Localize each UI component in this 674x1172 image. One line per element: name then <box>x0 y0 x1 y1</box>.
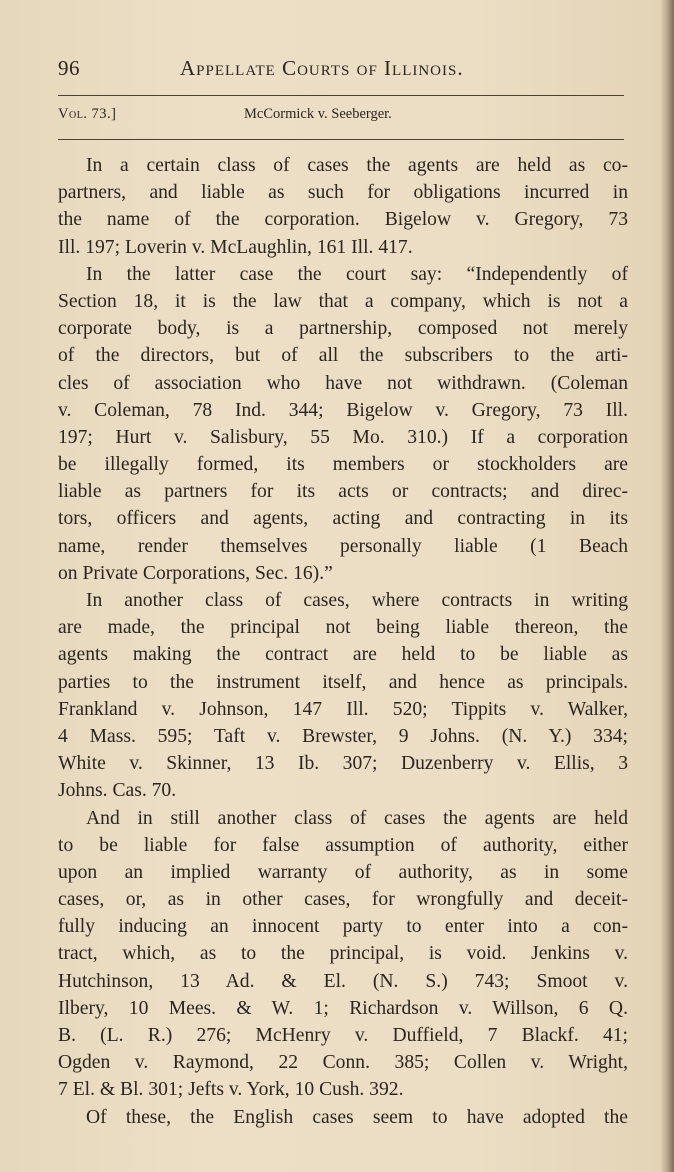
text-line: In another class of cases, where contracts in writing <box>86 590 628 611</box>
text-line: to be liable for false assumption of authority, either <box>58 834 628 856</box>
page-edge-shadow <box>660 0 674 1172</box>
text-line: agents making the contract are held to be liable as <box>58 644 628 666</box>
text-line: are made, the principal not being liable thereon, the <box>58 617 628 639</box>
running-head <box>58 54 618 84</box>
text-line: fully inducing an innocent party to enter into a con- <box>58 916 628 938</box>
text-line: 7 El. & Bl. 301; Jefts v. York, 10 Cush. 392. <box>58 1079 404 1101</box>
text-line: 197; Hurt v. Salisbury, 55 Mo. 310.) If a corporation <box>58 426 628 448</box>
text-line: B. (L. R.) 276; McHenry v. Duffield, 7 Blackf. 41; <box>58 1025 628 1046</box>
page-number: 96 <box>58 56 80 80</box>
text-line: name, render themselves personally liable (1 Beach <box>58 535 628 557</box>
text-line: tors, officers and agents, acting and contracting in its <box>58 508 628 530</box>
text-line: the name of the corporation. Bigelow v. Gregory, 73 <box>58 209 628 231</box>
text-line: 4 Mass. 595; Taft v. Brewster, 9 Johns. (N. Y.) 334; <box>58 725 628 747</box>
text-line: of the directors, but of all the subscribers to the arti- <box>58 345 628 367</box>
text-line: And in still another class of cases the agents are held <box>86 807 628 829</box>
text-line: corporate body, is a partnership, composed not merely <box>58 318 628 340</box>
text-line: cases, or, as in other cases, for wrongfully and deceit- <box>58 889 628 911</box>
text-line: parties to the instrument itself, and hence as principals. <box>58 671 628 693</box>
text-line: Section 18, it is the law that a company, which is not a <box>58 290 628 312</box>
text-line: In the latter case the court say: “Independently of <box>86 263 628 285</box>
text-line: on Private Corporations, Sec. 16).” <box>58 562 333 584</box>
text-line: cles of association who have not withdrawn. (Coleman <box>58 372 628 394</box>
text-line: Johns. Cas. 70. <box>58 780 177 802</box>
text-line: Ill. 197; Loverin v. McLaughlin, 161 Ill. 417. <box>58 236 413 258</box>
text-line: be illegally formed, its members or stockholders are <box>58 454 628 476</box>
case-header <box>58 104 618 130</box>
text-line: tract, which, as to the principal, is void. Jenkins v. <box>58 943 628 965</box>
text-line: partners, and liable as such for obligations incurred in <box>58 182 628 204</box>
header-rule-top <box>58 95 624 96</box>
case-title: McCormick v. Seeberger. <box>244 106 392 122</box>
text-line: liable as partners for its acts or contracts; and direc- <box>58 481 628 503</box>
text-line: Hutchinson, 13 Ad. & El. (N. S.) 743; Smoot v. <box>58 970 628 992</box>
text-line: v. Coleman, 78 Ind. 344; Bigelow v. Gregory, 73 Ill. <box>58 399 628 421</box>
header-rule-bottom <box>58 139 624 140</box>
text-line: Of these, the English cases seem to have adopted the <box>86 1106 628 1128</box>
text-line: Ilbery, 10 Mees. & W. 1; Richardson v. Willson, 6 Q. <box>58 997 628 1019</box>
text-line: Frankland v. Johnson, 147 Ill. 520; Tippits v. Walker, <box>58 698 628 720</box>
text-line: In a certain class of cases the agents are held as co- <box>86 155 628 176</box>
running-title: Appellate Courts of Illinois. <box>180 56 464 80</box>
body-text <box>58 152 628 1131</box>
volume-label: Vol. 73.] <box>58 106 117 122</box>
text-line: upon an implied warranty of authority, as in some <box>58 861 628 883</box>
text-line: White v. Skinner, 13 Ib. 307; Duzenberry v. Ellis, 3 <box>58 753 628 775</box>
text-line: Ogden v. Raymond, 22 Conn. 385; Collen v. Wright, <box>58 1052 628 1074</box>
